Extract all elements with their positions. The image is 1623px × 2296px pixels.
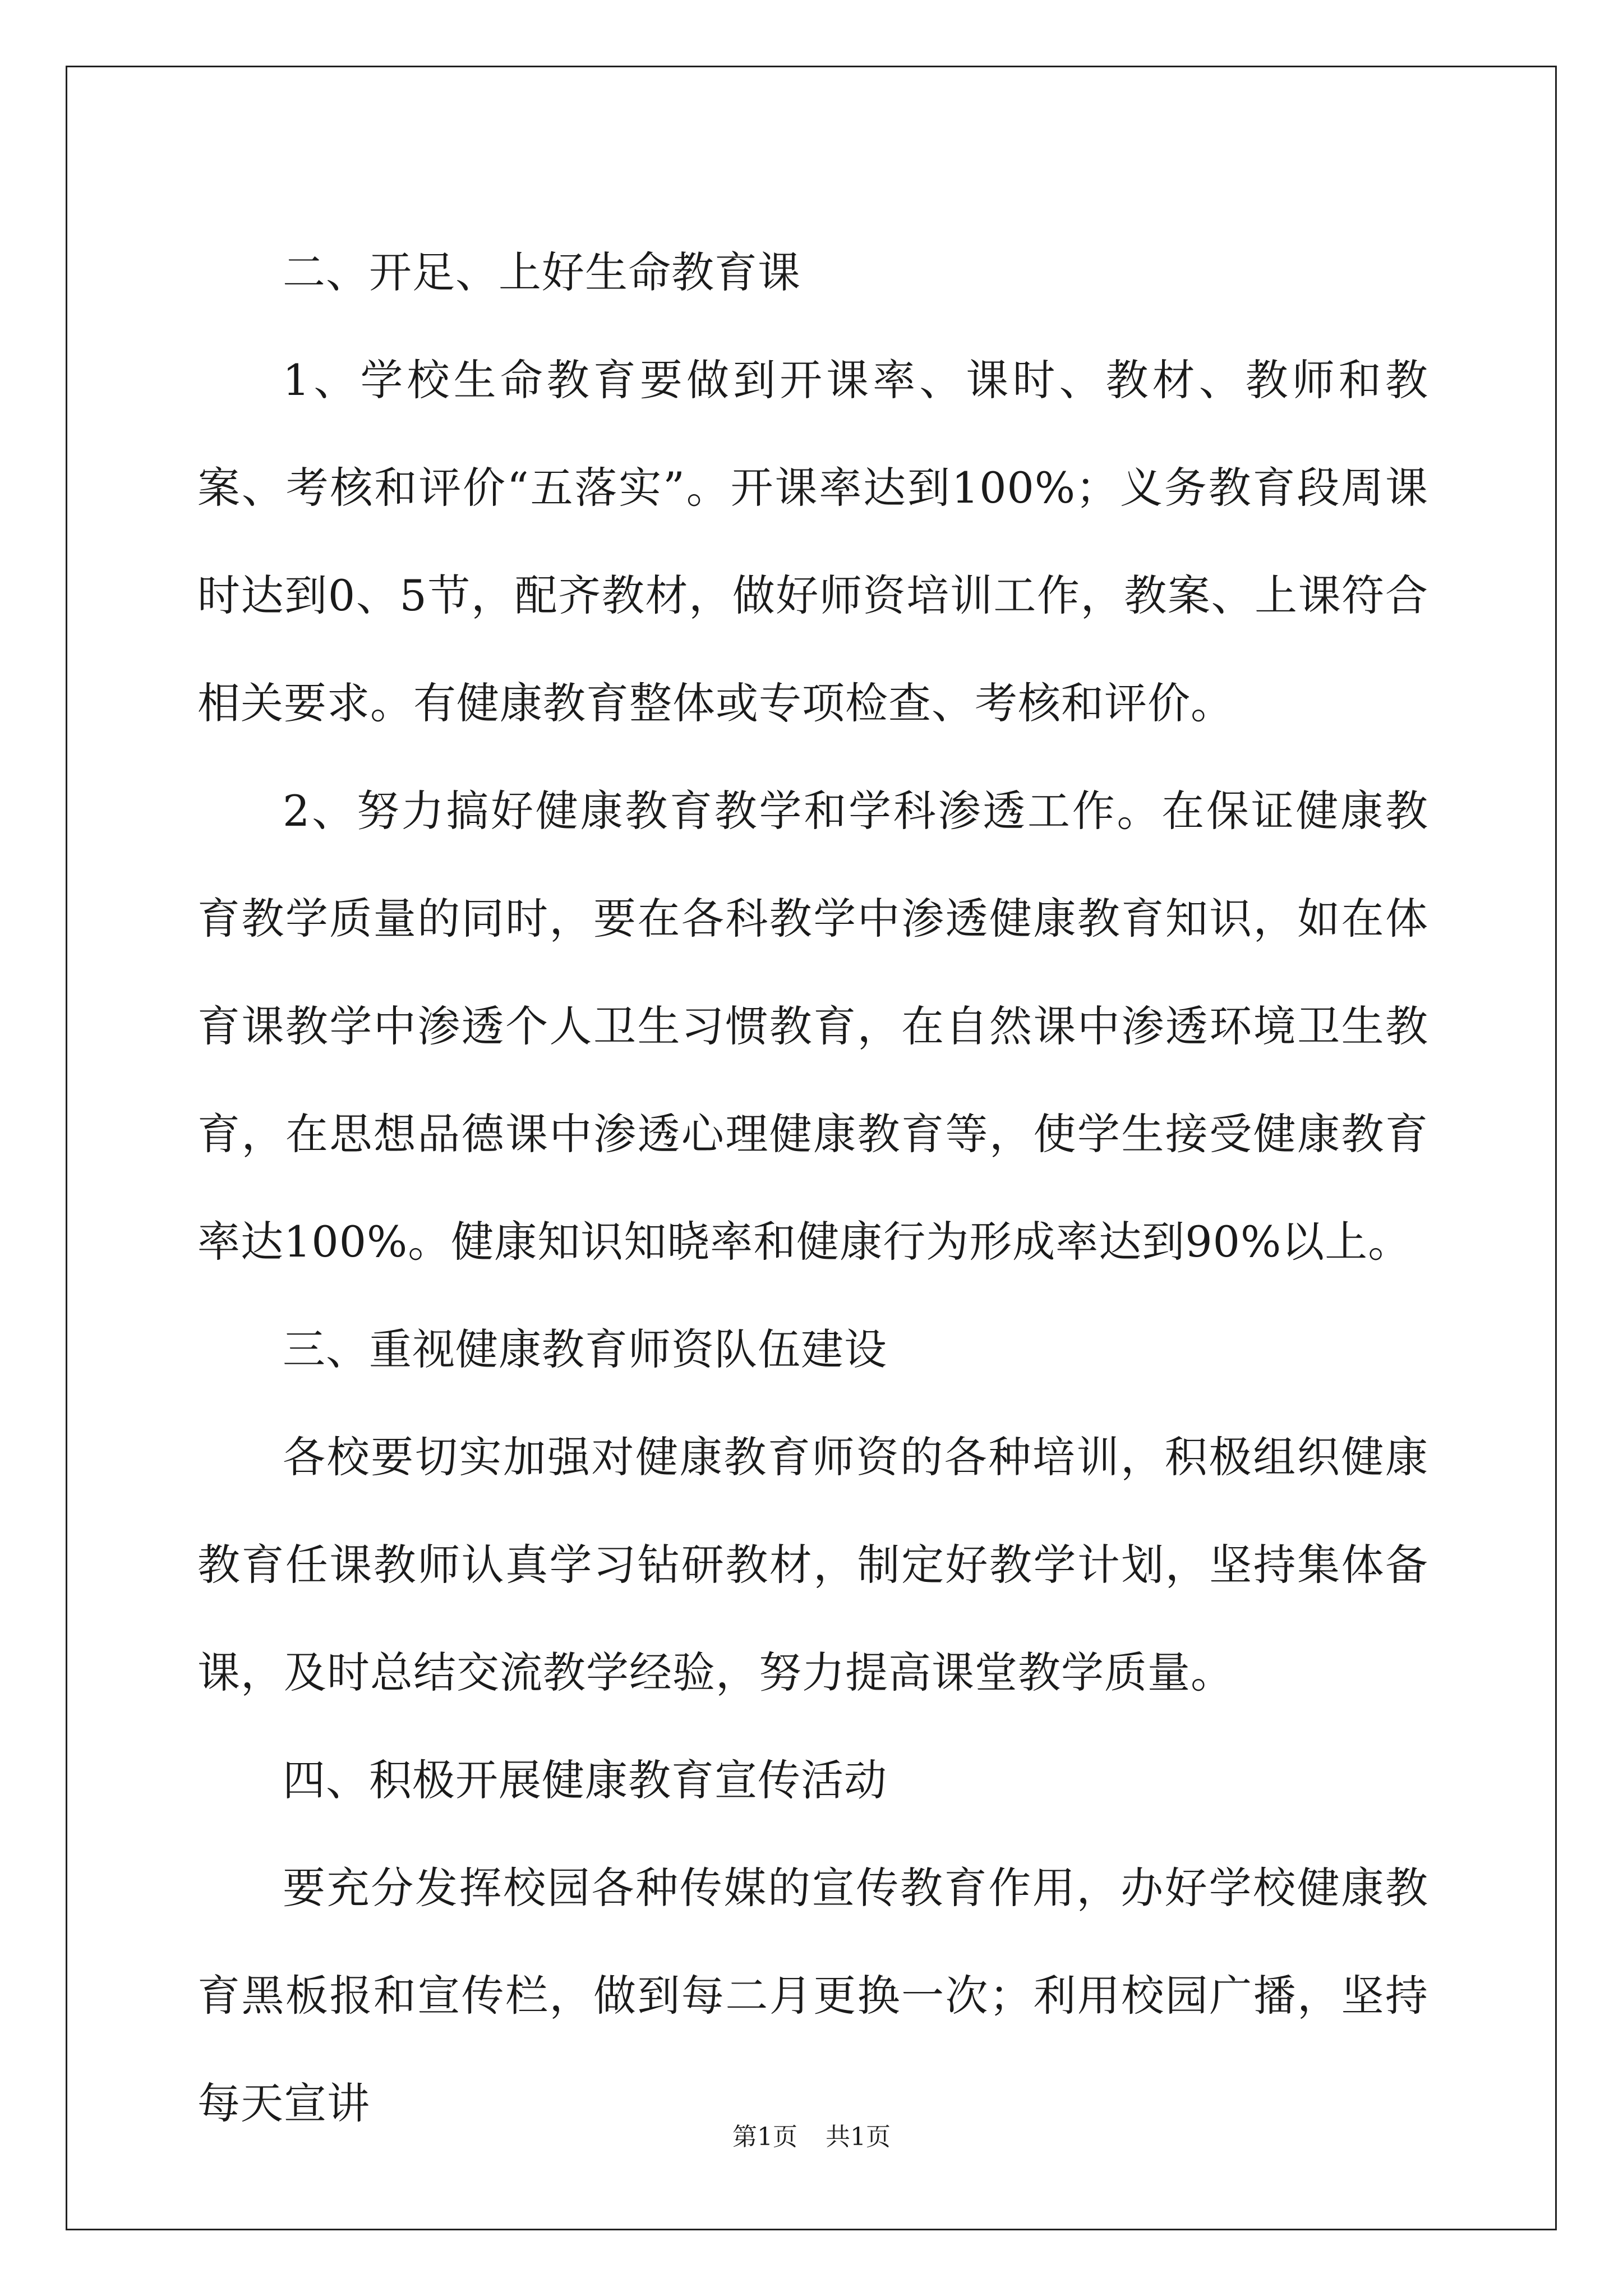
page-number: 第1页 bbox=[732, 2123, 797, 2151]
paragraph-item-1: 1、学校生命教育要做到开课率、课时、教材、教师和教案、考核和评价“五落实”。开课率达到100%；义务教育段周课时达到0、5节，配齐教材，做好师资培训工作，教案、上课符合相关要求。有健康教育整体或专项检查、考核和评价。 bbox=[197, 355, 1428, 728]
section-heading-4: 四、积极开展健康教育宣传活动 bbox=[283, 1755, 887, 1805]
paragraph-teacher-training: 各校要切实加强对健康教育师资的各种培训，积极组织健康教育任课教师认真学习钻研教材，制定好教学计划，坚持集体备课，及时总结交流教学经验，努力提高课堂教学质量。 bbox=[197, 1432, 1428, 1697]
page-total: 共1页 bbox=[826, 2123, 891, 2151]
section-heading-2: 二、开足、上好生命教育课 bbox=[283, 247, 801, 297]
paragraph-publicity: 要充分发挥校园各种传媒的宣传教育作用，办好学校健康教育黑板报和宣传栏，做到每二月更换一次；利用校园广播，坚持每天宣讲 bbox=[197, 1863, 1428, 2128]
section-heading-3: 三、重视健康教育师资队伍建设 bbox=[283, 1324, 887, 1374]
page-footer bbox=[0, 2120, 1623, 2154]
document-body bbox=[197, 219, 1428, 2157]
paragraph-item-2: 2、努力搞好健康教育教学和学科渗透工作。在保证健康教育教学质量的同时，要在各科教学中渗透健康教育知识，如在体育课教学中渗透个人卫生习惯教育，在自然课中渗透环境卫生教育，在思想品德课中渗透心理健康教育等，使学生接受健康教育率达100%。健康知识知晓率和健康行为形成率达到90%以上。 bbox=[197, 786, 1428, 1267]
